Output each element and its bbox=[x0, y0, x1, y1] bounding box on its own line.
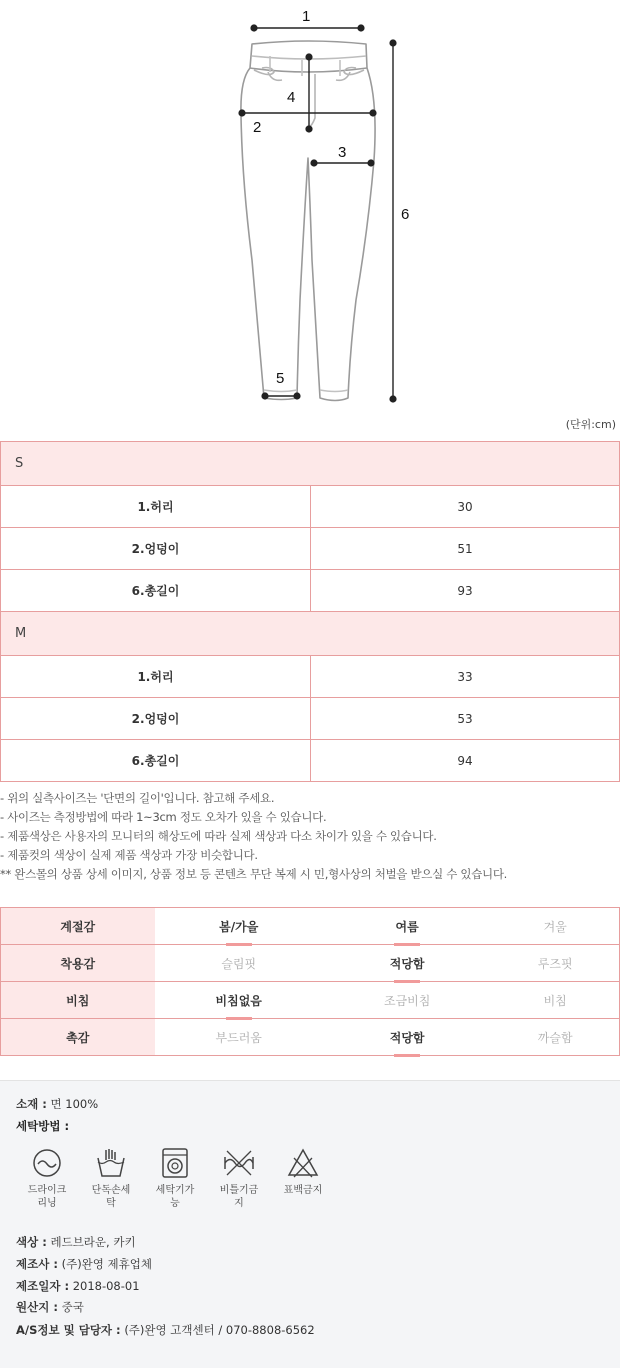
wash-item-label: 단독손세 bbox=[91, 1185, 131, 1196]
dry-cleaning-icon bbox=[30, 1146, 64, 1180]
feel-option: 조금비침 bbox=[323, 982, 491, 1019]
size-row bbox=[1, 740, 620, 782]
wash-item-label: 능 bbox=[170, 1198, 180, 1209]
feel-key: 촉감 bbox=[1, 1019, 155, 1056]
info-value: 중국 bbox=[61, 1300, 84, 1314]
info-label: 색상 : bbox=[16, 1235, 47, 1249]
wash-item-label: 드라이크 bbox=[27, 1185, 67, 1196]
size-row bbox=[1, 656, 620, 698]
wash-item bbox=[274, 1146, 332, 1197]
wash-icons bbox=[18, 1146, 338, 1222]
wash-item-label: 표백금지 bbox=[283, 1185, 323, 1196]
size-row-value: 94 bbox=[311, 740, 620, 782]
wash-item-label: 세탁기가 bbox=[155, 1185, 195, 1196]
feel-option: 부드러움 bbox=[155, 1019, 323, 1056]
wash-item bbox=[146, 1146, 204, 1210]
size-group-header bbox=[1, 442, 620, 486]
feel-option: 루즈핏 bbox=[491, 945, 619, 982]
info-material bbox=[16, 1096, 98, 1112]
info-origin bbox=[16, 1299, 84, 1315]
size-row-value: 53 bbox=[311, 698, 620, 740]
measure-label-6: 6 bbox=[401, 206, 410, 223]
info-as bbox=[16, 1322, 315, 1338]
size-table bbox=[0, 441, 620, 782]
feel-option: 겨울 bbox=[491, 908, 619, 945]
wash-item-label: 탁 bbox=[106, 1198, 116, 1209]
feel-row-fit bbox=[1, 945, 620, 982]
feel-option: 비침없음 bbox=[155, 982, 323, 1019]
size-name: M bbox=[1, 612, 620, 656]
info-label: 세탁방법 : bbox=[16, 1119, 70, 1133]
measure-label-3: 3 bbox=[338, 144, 347, 161]
no-bleach-icon bbox=[286, 1146, 320, 1180]
size-row-label: 6.총길이 bbox=[1, 570, 311, 612]
info-label: A/S정보 및 담당자 : bbox=[16, 1323, 121, 1337]
wash-item-label: 비틀기금 bbox=[219, 1185, 259, 1196]
size-row-value: 93 bbox=[311, 570, 620, 612]
size-row bbox=[1, 486, 620, 528]
info-value: (주)완영 제휴업체 bbox=[61, 1257, 152, 1271]
feel-option: 여름 bbox=[323, 908, 491, 945]
info-wash bbox=[16, 1118, 69, 1134]
feel-option: 봄/가을 bbox=[155, 908, 323, 945]
fit-feel-table bbox=[0, 907, 620, 1056]
no-wringing-icon bbox=[222, 1146, 256, 1180]
wash-item bbox=[210, 1146, 268, 1210]
size-row bbox=[1, 570, 620, 612]
size-row bbox=[1, 698, 620, 740]
size-row-label: 1.허리 bbox=[1, 656, 311, 698]
feel-row-sheer bbox=[1, 982, 620, 1019]
feel-key: 계절감 bbox=[1, 908, 155, 945]
size-row-label: 2.엉덩이 bbox=[1, 698, 311, 740]
feel-key: 비침 bbox=[1, 982, 155, 1019]
info-label: 제조사 : bbox=[16, 1257, 58, 1271]
size-row-label: 2.엉덩이 bbox=[1, 528, 311, 570]
note-line: - 제품컷의 색상이 실제 제품 색상과 가장 비슷합니다. bbox=[0, 848, 258, 862]
feel-row-touch bbox=[1, 1019, 620, 1056]
measure-label-2: 2 bbox=[253, 119, 262, 136]
size-name: S bbox=[1, 442, 620, 486]
note-line: - 사이즈는 측정방법에 따라 1~3cm 정도 오차가 있을 수 있습니다. bbox=[0, 810, 327, 824]
size-row-value: 33 bbox=[311, 656, 620, 698]
info-value: (주)완영 고객센터 / 070-8808-6562 bbox=[124, 1323, 315, 1337]
wash-item-label: 리닝 bbox=[37, 1198, 57, 1209]
feel-option: 적당함 bbox=[323, 945, 491, 982]
wash-item bbox=[18, 1146, 76, 1210]
feel-option: 비침 bbox=[491, 982, 619, 1019]
feel-option: 적당함 bbox=[323, 1019, 491, 1056]
info-date bbox=[16, 1278, 140, 1294]
measure-label-5: 5 bbox=[276, 370, 285, 387]
info-maker bbox=[16, 1256, 152, 1272]
size-row-label: 6.총길이 bbox=[1, 740, 311, 782]
size-group-header bbox=[1, 612, 620, 656]
info-value: 2018-08-01 bbox=[72, 1279, 140, 1293]
feel-row-season bbox=[1, 908, 620, 945]
measure-label-1: 1 bbox=[302, 8, 311, 25]
info-label: 제조일자 : bbox=[16, 1279, 70, 1293]
size-row-value: 30 bbox=[311, 486, 620, 528]
size-row-value: 51 bbox=[311, 528, 620, 570]
info-value: 면 100% bbox=[50, 1097, 99, 1111]
info-label: 원산지 : bbox=[16, 1300, 58, 1314]
hand-wash-icon bbox=[94, 1146, 128, 1180]
size-row-label: 1.허리 bbox=[1, 486, 311, 528]
note-line: ** 완스몰의 상품 상세 이미지, 상품 정보 등 콘텐츠 무단 복제 시 민,형사상의 처벌을 받으실 수 있습니다. bbox=[0, 867, 508, 881]
wash-item-label: 지 bbox=[234, 1198, 244, 1209]
wash-item bbox=[82, 1146, 140, 1210]
measure-label-4: 4 bbox=[287, 89, 296, 106]
info-color bbox=[16, 1234, 136, 1250]
washing-machine-icon bbox=[158, 1146, 192, 1180]
unit-label: (단위:cm) bbox=[565, 418, 616, 431]
pants-outline bbox=[241, 41, 375, 401]
note-line: - 위의 실측사이즈는 '단면의 길이'입니다. 참고해 주세요. bbox=[0, 791, 275, 805]
feel-option: 까슬함 bbox=[491, 1019, 619, 1056]
size-notes bbox=[0, 789, 620, 884]
info-label: 소재 : bbox=[16, 1097, 47, 1111]
feel-option: 슬림핏 bbox=[155, 945, 323, 982]
size-row bbox=[1, 528, 620, 570]
pants-measurement-diagram bbox=[0, 0, 620, 415]
info-value: 레드브라운, 카키 bbox=[50, 1235, 136, 1249]
feel-key: 착용감 bbox=[1, 945, 155, 982]
note-line: - 제품색상은 사용자의 모니터의 해상도에 따라 실제 색상과 다소 차이가 있을 수 있습니다. bbox=[0, 829, 437, 843]
